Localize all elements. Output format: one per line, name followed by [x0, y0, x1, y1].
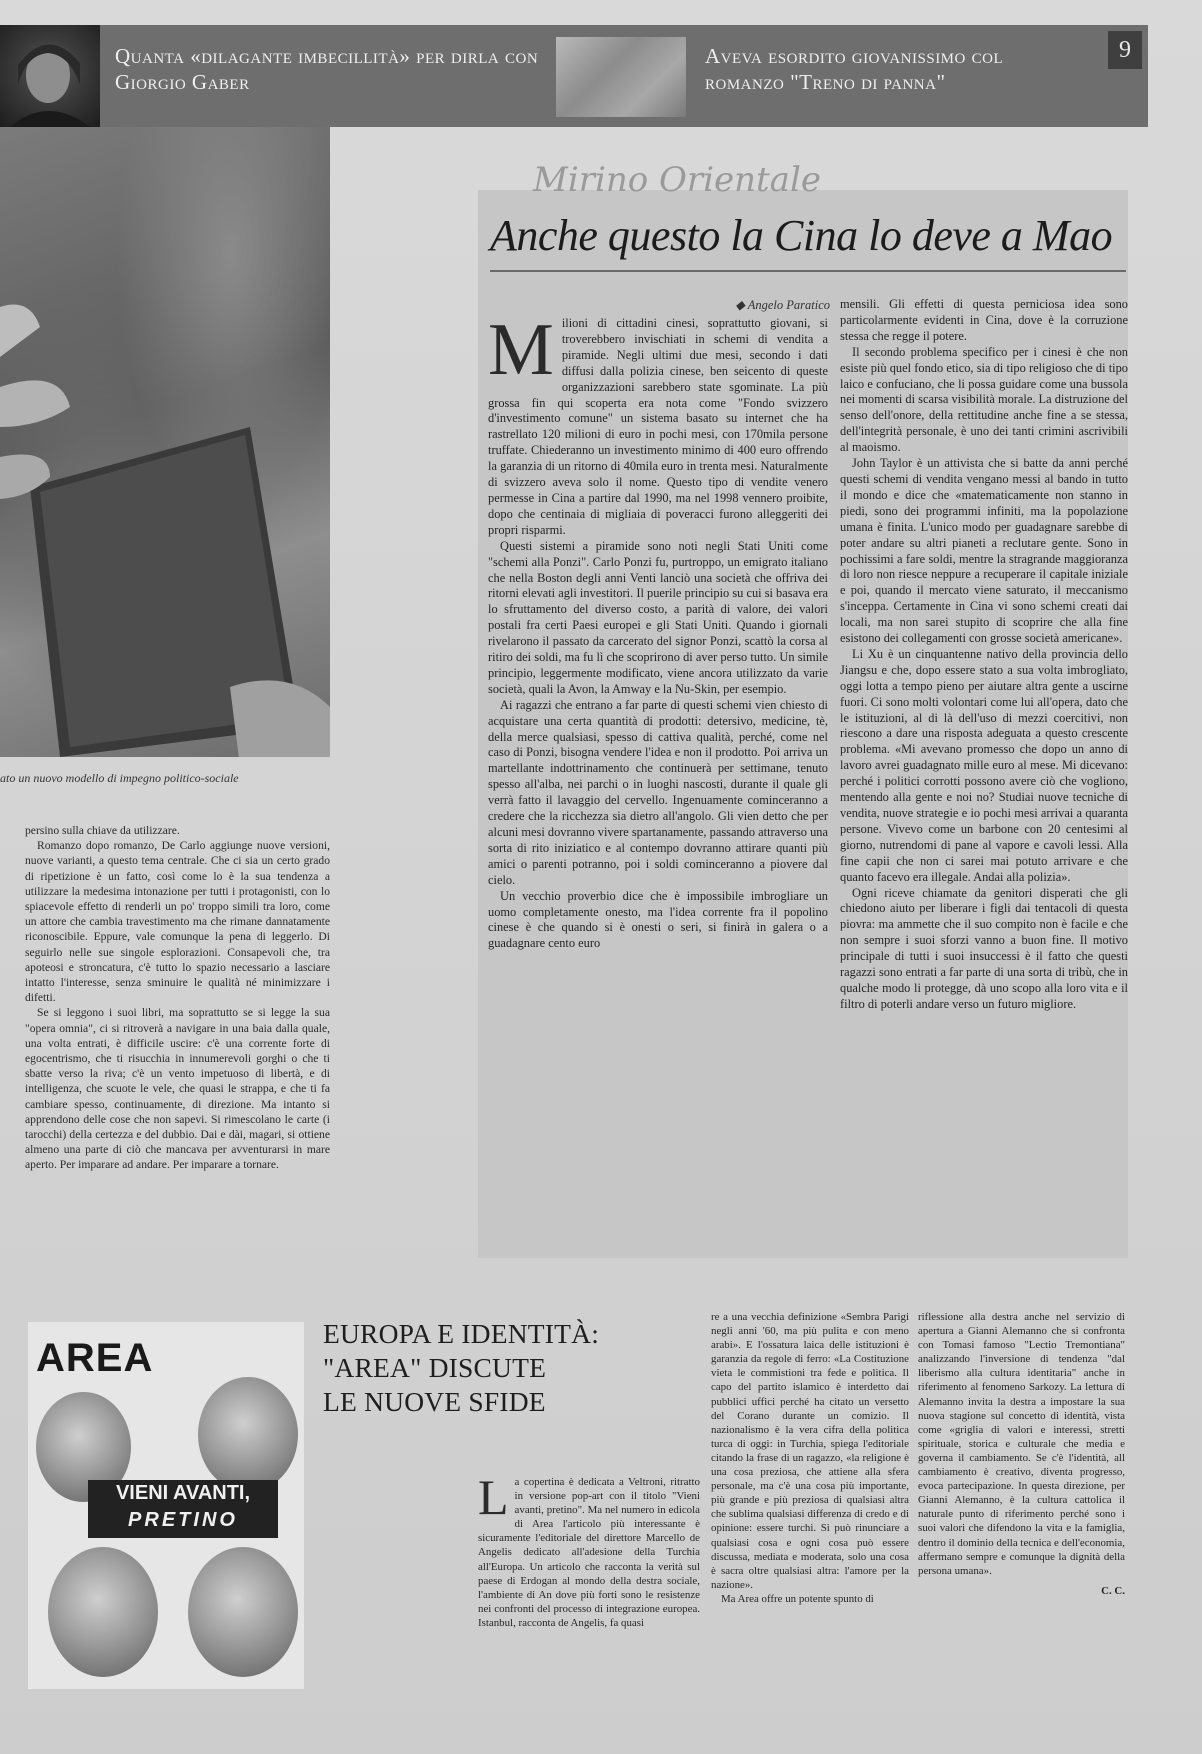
paragraph: Questi sistemi a piramide sono noti negli Stati Uniti come "schemi alla Ponzi". Carlo Ponzi fu, purtroppo, un emigrato italiano che nella Boston degli anni Venti lanciò una società che offriva dei ritorni elevati agli investitori. Il puerile principio su cui si basava era lo sfruttamento del diverso costo, a parità di valore, dei valori postali fra certi Paesi europei e gli Stati Uniti. Quando i giornali rivelarono il passato da carcerato del signor Ponzi, scattò la corsa al ritiro dei soldi, ma fu lì che scoprirono di aver perso tutto. Un simile principio, leggermente modificato, viene ancora utilizzato da varie società, quali la Avon, la Amway e la Nu-Skin, per esempio.	[488, 538, 828, 696]
bottom-headline	[323, 1317, 683, 1419]
paragraph: mensili. Gli effetti di questa perniciosa idea sono particolarmente evidenti in Cina, dove è la corruzione stessa che regge il potere.	[840, 297, 1128, 343]
article-headline: Anche questo la Cina lo deve a Mao	[490, 211, 1113, 260]
page-number: 9	[1108, 31, 1142, 69]
magazine-banner-line2: PRETINO	[128, 1509, 238, 1531]
paragraph: Li Xu è un cinquantenne nativo della provincia dello Jiangsu e che, dopo essere stato a sua volta imbrogliato, oggi lotta a tempo pieno per aiutare altra gente a uscirne fuori. Ci sono molti volontari come lui all'opera, dato che le istituzioni, al di là dell'uso di mezzi coercitivi, non riescono a dare una risposta adeguata a questo crescente problema. «Mi avevano promesso che dopo un anno di lavoro avrei guadagnato mille euro al mese. Mi dicevano: perché i politici corrotti possono avere ciò che vogliono, mentendo alla gente e noi no? Studiai nuove tecniche di vendita, nuove strategie e io pochi mesi arrivai a quaranta persone. Vivevo come un barbone con 20 centesimi al giorno, nutrendomi di pane al vapore e cavoli lessi. Alla fine capii che non ci sarei mai potuto arrivare e che quanto facevo era illegale. Andai alla polizia».	[840, 646, 1128, 884]
magazine-title: AREA	[36, 1336, 154, 1380]
paragraph-text: a copertina è dedicata a Veltroni, ritratto in versione pop-art con il titolo "Vieni avanti, pretino". Ma nel numero in edicola di Area l'articolo più interessante è sicuramente l'editoriale del direttore Marcello de Angelis dedicato all'adesione della Turchia all'Europa. Un articolo che racconta la verità sul paese di Erdogan al mondo della destra sociale, l'ambiente di An dove più forti sono le resistenze nei confronti del processo di integrazione europea. Istanbul, racconta de Angelis, fa quasi	[478, 1476, 700, 1629]
paragraph: Ai ragazzi che entrano a far parte di questi schemi vien chiesto di acquistare una certa quantità di prodotti: detersivo, medicine, tè, della merce qualsiasi, spesso di cattiva qualità, perché, come nel caso di Ponzi, bisogna vendere l'idea e non il prodotto. Poi arriva un martellante indottrinamento che continuerà per settimane, tenuto spesso all'alba, nei parchi o in luoghi nascosti, durante il quale gli verrà fatto il lavaggio del cervello. Ingenuamente cominceranno a credere che la ricchezza sia dietro all'angolo. Gli vien detto che per alcuni mesi dovranno vivere spartanamente, passando attraverso una sorta di rito iniziatico e al contempo dovranno attirare quanti più amici o parenti potranno, poi i soldi cominceranno a piovere dal cielo.	[488, 697, 828, 887]
bottom-headline-line3: LE NUOVE SFIDE	[323, 1386, 546, 1417]
paragraph: Ogni riceve chiamate da genitori disperati che gli chiedono aiuto per liberare i figli dai tentacoli di questa piovra: ma ammette che il suo compito non è facile e che non sempre i suoi sforzi vanno a buon fine. Il motivo principale di tutti i suoi insuccessi è il fatto che questi ragazzi sono entrati a far parte di una sorta di tribù, che in qualche modo li protegge, dà uno scopo alla loro vita e il filtro di poterli andare verso un futuro migliore.	[840, 885, 1128, 1011]
header-portrait-photo	[0, 25, 100, 127]
photo-caption: ato un nuovo modello di impegno politico-sociale	[0, 771, 239, 785]
header-thumbnail-photo	[556, 37, 686, 117]
article-column-2	[840, 297, 1128, 1013]
paragraph: Romanzo dopo romanzo, De Carlo aggiunge nuove versioni, nuove varianti, a questo tema centrale. Che ci sia un certo grado di ripetizione è un fatto, così come lo è la sua tendenza a utilizzare la medesima intonazione per tutti i protagonisti, con lo spiacevole effetto di renderli un po' troppo simili tra loro, come un attore che cambia travestimento ma che rimane dannatamente riconoscibile. Eppure, vale comunque la pena di leggerlo. Di seguirlo nelle sue singole esplorazioni. Consapevoli che, tra apoteosi e stroncatura, c'è tutto lo spazio necessario a lasciare intatto l'interesse, senza sminuire le qualità né minimizzare i difetti.	[25, 839, 330, 1005]
drop-cap: M	[488, 309, 554, 391]
section-rubric: Mirino Orientale	[533, 160, 821, 200]
portrait-face-icon	[48, 1547, 158, 1677]
paragraph: riflessione alla destra anche nel servizio di apertura a Gianni Alemanno che si confronta con Tomasi famoso "Lectio Tremontiana" analizzando l'inversione di tendenza "dal liberismo alla cultura identitaria" anche in riferimento al fenomeno Sarkozy. La lettura di Alemanno invita la destra a impostare la sua nuova stagione sul concetto di identità, vista come «griglia di valori e interessi, stretti spirituale, storica e culturale che media e governa il cambiamento. Se c'è l'identità, all cambiamento è creativo, diventa progresso, evoca partecipazione. In questa direzione, per Gianni Alemanno, è la cultura cattolica il naturale punto di riferimento perché sono i suoi valori che difendono la vita e la famiglia, dentro il dominio della tecnica e dell'economia, affermano sempre e comunque la dignità della persona umana».	[918, 1311, 1125, 1577]
bottom-column-3	[918, 1310, 1125, 1598]
bottom-headline-line2: "AREA" DISCUTE	[323, 1352, 547, 1383]
article-byline: ◆ Angelo Paratico	[735, 298, 830, 312]
bottom-column-2	[711, 1310, 909, 1606]
drop-cap: L	[478, 1469, 509, 1525]
page-header	[0, 25, 1148, 127]
left-column-text	[25, 823, 330, 1173]
header-right-headline: Aveva esordito giovanissimo col romanzo "Treno di panna"	[705, 44, 1004, 94]
bottom-headline-line1: EUROPA E IDENTITÀ:	[323, 1318, 600, 1349]
hands-holding-book-icon	[0, 127, 330, 757]
paragraph: re a una vecchia definizione «Sembra Parigi negli anni '60, ma più pulita e con meno arabi». E l'ossatura laica delle istituzioni è garanzia da regole di ferro: «La Costituzione vieta le commistioni tra fede e politica. Il capo del partito islamico è interdetto dai pubblici uffici perché ha citato un versetto del Corano durante un comizio. Il nazionalismo è la vera cifra della politica turca di oggi: in Turchia, spiega l'editoriale citando la frase di un ragazzo, «la religione è una cosa preziosa, che attiene alla sfera personale, ma c'è una cosa più importante, più grande e più preziosa di qualsiasi altra che sublima qualsiasi differenza di credo e di opinione: essere turchi. Si può rinunciare a qualsiasi cosa e ogni cosa può essere discussa, mediata e moderata, solo una cosa è sacra oltre qualsiasi altra: l'amore per la nazione».	[711, 1311, 909, 1591]
paragraph: John Taylor è un attivista che si batte da anni perché questi schemi di vendita vengano messi al bando in tutto il mondo e dice che «matematicamente non stanno in piedi, sono dei programmi infiniti, ma la popolazione umana è finita. L'unico modo per guadagnare sarebbe di poter andare su altri pianeti a reclutare gente. Sono in pochissimi a fare soldi, mentre la stragrande maggioranza di loro non riesce neppure a recuperare il capitale iniziale e poi, quando il mercato viene saturato, il meccanismo s'inceppa. Certamente in Cina vi sono schemi creati dai locali, ma non sarei stupito di scoprire che alla fine esistono dei collegamenti con grosse società americane».	[840, 456, 1128, 646]
article-column-1	[488, 309, 828, 952]
portrait-figure-icon	[0, 25, 100, 127]
headline-rule	[490, 270, 1126, 272]
paragraph	[488, 309, 828, 539]
paragraph: Ma Area offre un potente spunto di	[721, 1592, 874, 1605]
paragraph: Se si leggono i suoi libri, ma soprattutto se si legge la sua "opera omnia", ci si ritroverà a navigare in una baia dalla quale, una volta entrati, è difficile uscire: c'è una corrente forte di egocentrismo, che ti risucchia in innumerevoli gorghi o che ti sbatte verso la riva; c'è un vento impetuoso di libertà, e di intelligenza, che scuote le vele, che quasi le strappa, e che ti fa cambiare spesso, continuamente, di direzione. Ma intanto si apprendono delle cose che non sapevi. Si rimescolano le carte (i tarocchi) della certezza e del dubbio. Dai e dài, magari, si ottiene almeno una parte di ciò che mancava per avventurarsi in mare aperto. Per imparare ad andare. Per imparare a tornare.	[25, 1006, 330, 1172]
paragraph: Un vecchio proverbio dice che è impossibile imbrogliare un uomo completamente onesto, ma l'idea corrente fra il popolino cinese è che quando si è onesti o seri, si finirà in galera o a guadagnare cento euro	[488, 888, 828, 951]
paragraph	[478, 1469, 700, 1630]
paragraph: persino sulla chiave da utilizzare.	[25, 824, 180, 837]
portrait-face-icon	[198, 1377, 298, 1492]
header-left-headline: Quanta «dilagante imbecillità» per dirla con Giorgio Gaber	[115, 44, 539, 94]
magazine-cover	[28, 1322, 304, 1689]
bottom-column-1	[478, 1469, 700, 1630]
magazine-banner-line1: VIENI AVANTI,	[115, 1482, 251, 1504]
article-photo	[0, 127, 330, 757]
portrait-face-icon	[188, 1547, 298, 1677]
paragraph: Il secondo problema specifico per i cinesi è che non esiste più quel fondo etico, sia di tipo religioso che di tipo laico e confuciano, che li possa guidare come una bussola nei momenti di scarsa visibilità morale. La distruzione del senso dell'onore, della rettitudine anche fine a se stessa, dell'integrità personale, è uno dei tanti crimini ascrivibili al maoismo.	[840, 344, 1129, 455]
author-signature: C. C.	[1101, 1584, 1125, 1597]
magazine-banner	[88, 1480, 278, 1538]
paragraph-text: ilioni di cittadini cinesi, soprattutto giovani, si troverebbero invischiati in schemi di vendita a piramide. Negli ultimi due mesi, secondo i dati diffusi dalla polizia cinese, ben seicento di queste organizzazioni sarebbero state sgominate. La più grossa fin qui scoperta era nota come "Fondo svizzero d'investimento comune" un sistema basato su internet che ha rastrellato 120 milioni di euro in pochi mesi, con 170mila persone truffate. Chiederanno un investimento minimo di 400 euro offrendo la garanzia di un ritorno di 40mila euro in trenta mesi. Naturalmente di svizzero aveva solo il nome. Questo tipo di vendite venero permesse in Cina a partire dal 1990, ma nel 1998 vennero proibite, dopo che centinaia di migliaia di poveracci furono alleggeriti dei propri risparmi.	[488, 316, 828, 537]
